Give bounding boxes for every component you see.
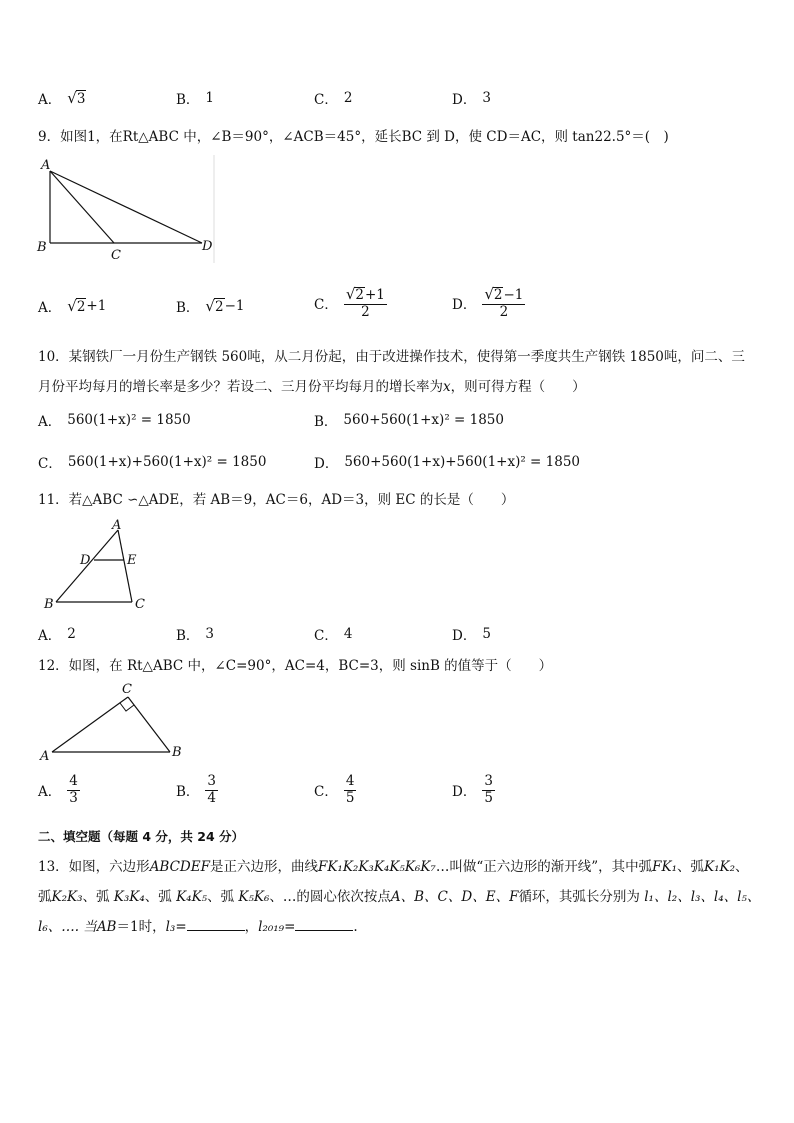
option-label: A． (38, 414, 62, 430)
section-title: 二、填空题（每题 4 分，共 24 分） (38, 829, 245, 844)
fraction: $\frac{√2+1}{2}$ (345, 285, 385, 320)
fraction: $\frac{√2-1}{2}$ (484, 285, 524, 320)
figure-label-a: A (40, 749, 50, 764)
option-label: B． (176, 628, 200, 644)
option-text: 560+560(1+x)+560(1+x)² = 1850 (344, 454, 581, 470)
figure-label-b: B (44, 597, 54, 612)
q12-option-c (314, 774, 356, 806)
option-text: 3 (205, 626, 215, 642)
figure-label-d: D (80, 553, 91, 568)
option-label: A． (38, 300, 62, 316)
fraction: $\frac{4}{5}$ (345, 773, 355, 806)
q8-option-b (176, 88, 214, 108)
option-label: C． (314, 92, 338, 108)
option-text: 3 (482, 90, 491, 106)
option-label: A． (38, 784, 62, 801)
q12-figure (36, 680, 188, 764)
q13-line1: 13．如图，六边形ABCDEF是正六边形，曲线FK₁K₂K₃K₄K₅K₆K₇…叫做“正六边形的渐开线”，其中弧FK₁、弧K₁K₂、 (38, 859, 749, 875)
option-label: B． (176, 784, 200, 801)
q10-stem-line2: 月份平均每月的增长率是多少？若设二、三月份平均每月的增长率为x，则可得方程（ ） (38, 379, 586, 395)
option-text: 2 (67, 626, 76, 642)
q12-stem: 12．如图，在 Rt△ABC 中，∠C=90°，AC=4，BC=3，则 sinB 的值等于（ ） (38, 658, 553, 674)
q10-option-b (314, 410, 504, 430)
q11-figure (38, 516, 158, 614)
option-text: 560+560(1+x)² = 1850 (343, 412, 504, 428)
q8-option-c (314, 88, 352, 108)
q11-option-b (176, 624, 214, 644)
q10-option-c (38, 452, 266, 472)
option-label: B． (176, 92, 200, 108)
q13-line3: l₆、…. 当AB＝1时，l₃= ，l₂₀₁₉= . (38, 919, 358, 935)
figure-label-b: B (172, 745, 182, 760)
q9-figure (34, 155, 218, 263)
option-text: 1 (205, 90, 215, 106)
q9-stem: 9．如图1，在Rt△ABC 中，∠B＝90°，∠ACB＝45°，延长BC 到 D，使 CD＝AC，则 tan22.5°＝( ) (38, 129, 669, 145)
answer-blank-l2019[interactable] (295, 918, 353, 931)
option-label: B． (176, 300, 200, 316)
figure-label-a: A (41, 158, 51, 173)
option-label: B． (314, 414, 338, 430)
option-text: 4 (343, 626, 353, 642)
q12-option-d (452, 774, 495, 806)
figure-label-a: A (112, 518, 122, 533)
option-text: 560(1+x)² = 1850 (67, 412, 191, 428)
option-label: A． (38, 628, 62, 644)
q10-option-d (314, 452, 580, 472)
figure-label-e: E (127, 553, 137, 568)
q12-option-a (38, 774, 80, 806)
option-label: C． (314, 784, 338, 801)
q11-stem: 11．若△ABC ∽△ADE，若 AB＝9，AC＝6，AD＝3，则 EC 的长是（ ） (38, 492, 515, 508)
option-text: 560(1+x)+560(1+x)² = 1850 (67, 454, 267, 470)
q12-option-b (176, 774, 218, 806)
figure-label-c: C (135, 597, 145, 612)
option-label: D． (452, 297, 477, 314)
q11-option-a (38, 624, 76, 644)
option-label: D． (452, 784, 477, 801)
q8-option-d (452, 88, 491, 108)
q9-option-c (314, 286, 387, 320)
option-text: 5 (482, 626, 491, 642)
q11-option-d (452, 624, 491, 644)
q11-option-c (314, 624, 352, 644)
q9-option-b: B． √ 2 −1 (176, 297, 245, 316)
q9-option-a: A． √ 2 +1 (38, 297, 107, 316)
option-label: D． (452, 628, 477, 644)
figure-label-b: B (37, 240, 47, 255)
figure-label-d: D (202, 239, 213, 254)
fraction: $\frac{4}{3}$ (69, 773, 78, 806)
option-text: 2 (343, 90, 353, 106)
answer-blank-l3[interactable] (187, 918, 245, 931)
fraction: $\frac{3}{4}$ (207, 773, 217, 806)
option-label: A． (38, 92, 62, 108)
fraction: $\frac{3}{5}$ (484, 773, 493, 806)
option-label: C． (314, 628, 338, 644)
figure-label-c: C (122, 682, 132, 697)
figure-label-c: C (111, 248, 121, 263)
option-label: C． (314, 297, 338, 314)
option-label: D． (314, 456, 339, 472)
q8-option-a: A． √ 3 (38, 89, 86, 108)
q9-option-d (452, 286, 525, 320)
q10-stem-line1: 10．某钢铁厂一月份生产钢铁 560吨，从二月份起，由于改进操作技术，使得第一季度共生产钢铁 1850吨，问二、三 (38, 349, 745, 365)
q10-option-a (38, 410, 191, 430)
option-label: D． (452, 92, 477, 108)
option-label: C． (38, 456, 62, 472)
q13-line2: 弧K₂K₃、弧 K₃K₄、弧 K₄K₅、弧 K₅K₆、…的圆心依次按点A、B、C、D、E、F循环，其弧长分别为 l₁、l₂、l₃、l₄、l₅、 (38, 889, 761, 905)
